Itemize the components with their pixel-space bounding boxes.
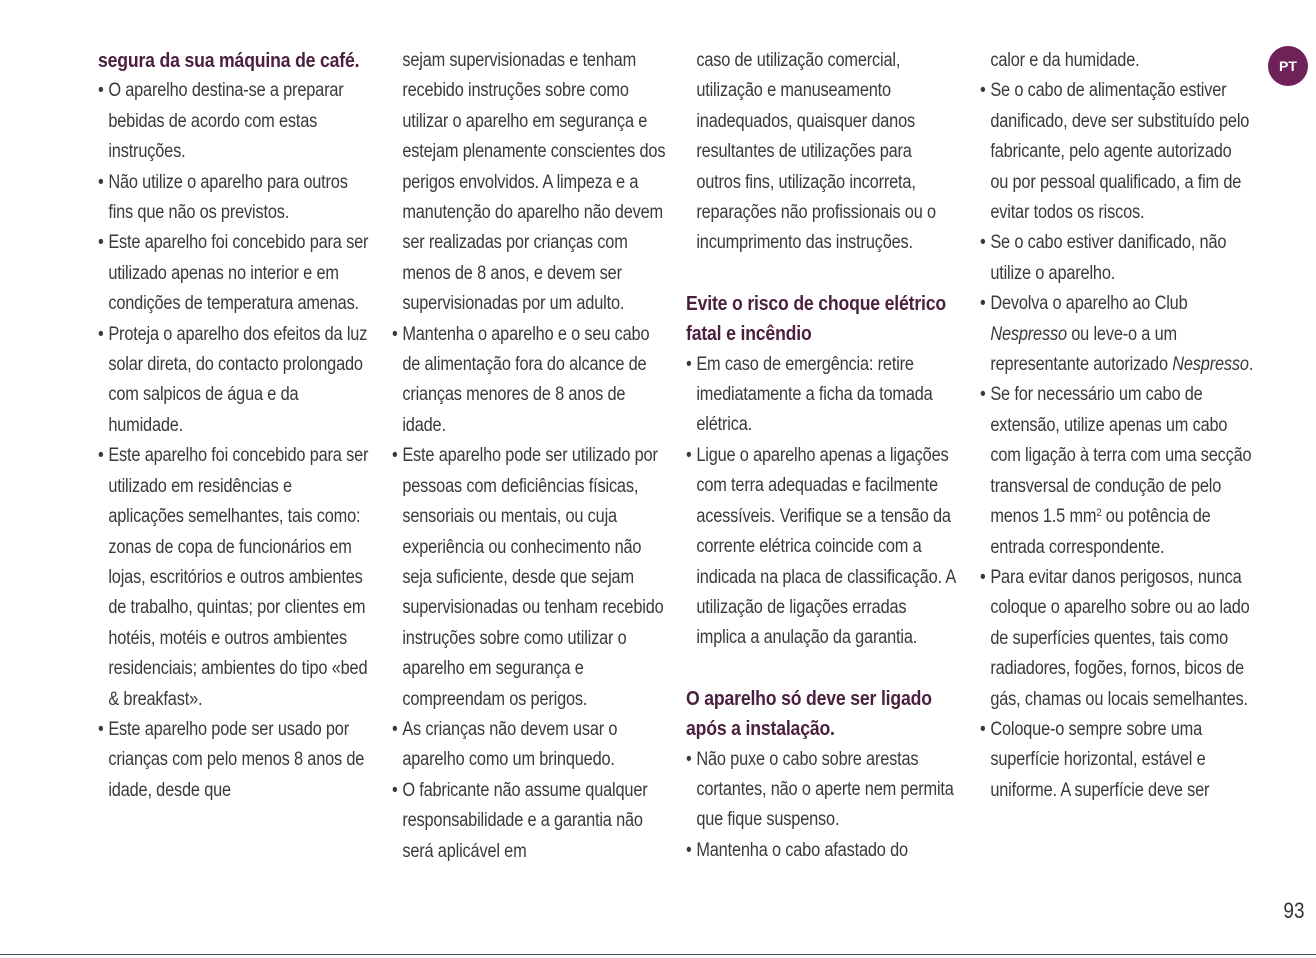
section-heading: segura da sua máquina de café. <box>98 49 360 72</box>
brand-name: Nespresso <box>990 323 1067 345</box>
paragraph: calor e da humidade. <box>990 50 1140 71</box>
brand-name: Nespresso <box>1172 354 1249 376</box>
list-item: • Não utilize o aparelho para outros fins que não os previstos. <box>98 168 371 229</box>
list-item: • Mantenha o aparelho e o seu cabo de alimentação fora do alcance de crianças menores de 8 anos de idade. <box>392 320 665 442</box>
list-item: • Mantenha o cabo afastado do <box>686 836 959 866</box>
list-item: • Este aparelho pode ser utilizado por pessoas com deficiências físicas, sensoriais ou mentais, ou cuja experiência ou conhecimento não seja suficiente, desde que sejam supervisionadas ou tenham recebido instruções sobre como utilizar o aparelho em segurança e compreendam os perigos. <box>392 441 665 715</box>
list-item <box>980 380 1253 562</box>
paragraph: sejam supervisionadas e tenham recebido instruções sobre como utilizar o aparelho em segurança e estejam plenamente conscientes dos perigos envolvidos. A limpeza e a manutenção do aparelho não devem ser realizadas por crianças com menos de 8 anos, e devem ser supervisionadas por um adulto. <box>402 50 666 315</box>
list-item: • As crianças não devem usar o aparelho como um brinquedo. <box>392 715 665 776</box>
list-item: • Ligue o aparelho apenas a ligações com terra adequadas e facilmente acessíveis. Verifique se a tensão da corrente elétrica coincide com a indicada na placa de classificação. A utilização de ligações erradas implica a anulação da garantia. <box>686 441 959 654</box>
column-1 <box>98 46 371 806</box>
column-2 <box>392 46 665 867</box>
list-item: • Para evitar danos perigosos, nunca coloque o aparelho sobre ou ao lado de superfícies quentes, tais como radiadores, fogões, fornos, bicos de gás, chamas ou locais semelhantes. <box>980 563 1253 715</box>
section-heading: O aparelho só deve ser ligado após a instalação. <box>686 686 932 741</box>
list-item: • Este aparelho foi concebido para ser utilizado apenas no interior e em condições de temperatura amenas. <box>98 228 371 319</box>
column-3 <box>686 46 959 866</box>
column-4 <box>980 46 1253 806</box>
section-heading: Evite o risco de choque elétrico fatal e incêndio <box>686 291 947 346</box>
spacer <box>686 654 959 684</box>
list-item: • Este aparelho foi concebido para ser utilizado em residências e aplicações semelhantes, tais como: zonas de copa de funcionários em lojas, escritórios e outros ambientes de trabalho, quintas; por clientes em hotéis, motéis e outros ambientes residenciais; ambientes do tipo «bed & breakfast». <box>98 441 371 715</box>
text: Devolva o aparelho ao Club <box>990 293 1188 315</box>
list-item: • Se o cabo estiver danificado, não utilize o aparelho. <box>980 228 1253 289</box>
list-item: • Se o cabo de alimentação estiver danificado, deve ser substituído pelo fabricante, pelo agente autorizado ou por pessoal qualificado, a fim de evitar todos os riscos. <box>980 76 1253 228</box>
page-number: 93 <box>1282 898 1304 923</box>
text: . <box>1248 354 1254 376</box>
text: ou potência de entrada correspondente. <box>990 506 1211 558</box>
list-item: • Não puxe o cabo sobre arestas cortantes, não o aperte nem permita que fique suspenso. <box>686 745 959 836</box>
text: Se for necessário um cabo de extensão, utilize apenas um cabo com ligação à terra com uma secção transversal de condução de pelo menos 1.5 mm <box>990 384 1252 528</box>
superscript: 2 <box>1096 507 1102 520</box>
list-item: • Em caso de emergência: retire imediatamente a ficha da tomada elétrica. <box>686 350 959 441</box>
list-item: • Este aparelho pode ser usado por crianças com pelo menos 8 anos de idade, desde que <box>98 715 371 806</box>
spacer <box>686 259 959 289</box>
footer-divider <box>0 954 1316 955</box>
list-item: • O aparelho destina-se a preparar bebidas de acordo com estas instruções. <box>98 76 371 167</box>
text: ou leve-o a um representante autorizado <box>990 323 1177 376</box>
language-badge: PT <box>1268 46 1308 86</box>
list-item: • Coloque-o sempre sobre uma superfície horizontal, estável e uniforme. A superfície deve ser <box>980 715 1253 806</box>
list-item: • O fabricante não assume qualquer responsabilidade e a garantia não será aplicável em <box>392 776 665 867</box>
list-item <box>980 289 1253 380</box>
paragraph: caso de utilização comercial, utilização e manuseamento inadequados, quaisquer danos resultantes de utilizações para outros fins, utilização incorreta, reparações não profissionais ou o incumprimento das instruções. <box>696 50 936 254</box>
list-item: • Proteja o aparelho dos efeitos da luz solar direta, do contacto prolongado com salpicos de água e da humidade. <box>98 320 371 442</box>
